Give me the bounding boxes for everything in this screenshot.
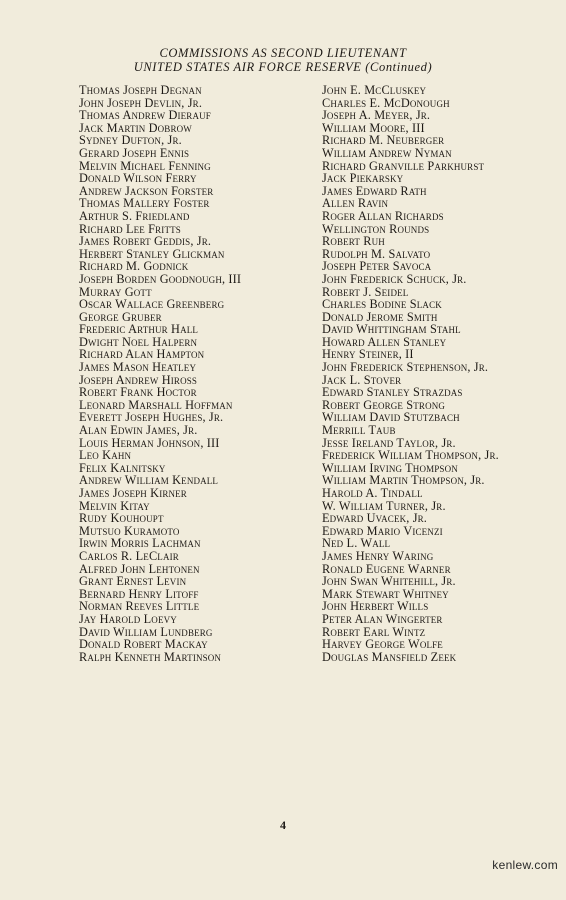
name-entry: Alan Edwin James, Jr.	[79, 423, 198, 438]
name-entry: Howard Allen Stanley	[322, 334, 447, 349]
name-entry: Richard M. Godnick	[79, 259, 189, 274]
name-entry: John Frederick Stephenson, Jr.	[322, 360, 489, 375]
name-entry: Richard Alan Hampton	[79, 347, 205, 362]
name-entry: Robert George Strong	[322, 397, 446, 412]
page-number: 4	[280, 818, 286, 832]
name-entry: George Gruber	[79, 309, 162, 324]
name-entry: Donald Wilson Ferry	[79, 171, 197, 186]
name-entry: John Joseph Devlin, Jr.	[79, 95, 203, 110]
name-entry: Melvin Kitay	[79, 498, 150, 513]
name-entry: Harvey George Wolfe	[322, 637, 443, 652]
name-entry: W. William Turner, Jr.	[322, 498, 446, 513]
name-entry: Frederic Arthur Hall	[79, 322, 199, 337]
name-entry: Herbert Stanley Glickman	[79, 246, 225, 261]
names-column-right	[322, 84, 557, 663]
name-entry: David William Lundberg	[79, 624, 213, 639]
name-entry: Henry Steiner, II	[322, 347, 414, 362]
name-entry: Rudy Kouhoupt	[79, 511, 164, 526]
name-entry: William Irving Thompson	[322, 460, 458, 475]
name-entry: Grant Ernest Levin	[79, 574, 187, 589]
name-entry: William Martin Thompson, Jr.	[322, 473, 485, 488]
name-entry: Rudolph M. Salvato	[322, 246, 431, 261]
name-entry: Jack Piekarsky	[322, 171, 404, 186]
name-entry: Douglas Mansfield Zeek	[322, 649, 457, 664]
name-entry: Mark Stewart Whitney	[322, 586, 449, 601]
name-entry: Irwin Morris Lachman	[79, 536, 201, 551]
name-entry: Donald Robert Mackay	[79, 637, 208, 652]
name-entry: Carlos R. LeClair	[79, 548, 179, 563]
name-entry: James Mason Heatley	[79, 360, 197, 375]
name-entry: Arthur S. Friedland	[79, 208, 190, 223]
name-entry: William David Stutzbach	[322, 410, 460, 425]
name-entry: Jesse Ireland Taylor, Jr.	[322, 435, 456, 450]
name-entry: Mutsuo Kuramoto	[79, 523, 180, 538]
name-entry: Frederick William Thompson, Jr.	[322, 448, 499, 463]
name-entry: James Robert Geddis, Jr.	[79, 234, 212, 249]
name-entry: Ralph Kenneth Martinson	[79, 649, 222, 664]
name-entry: Jack L. Stover	[322, 372, 402, 387]
name-entry: James Edward Rath	[322, 183, 427, 198]
name-entry: William Andrew Nyman	[322, 145, 452, 160]
name-entry: Robert J. Seidel	[322, 284, 409, 299]
name-entry: Murray Gott	[79, 284, 152, 299]
name-entry: Andrew Jackson Forster	[79, 183, 214, 198]
names-column-left	[79, 84, 309, 663]
name-entry: John Herbert Wills	[322, 599, 429, 614]
name-entry: John E. McCluskey	[322, 83, 427, 97]
watermark: kenlew.com	[492, 858, 558, 872]
name-entry: Richard Lee Fritts	[79, 221, 181, 236]
name-entry: John Frederick Schuck, Jr.	[322, 271, 467, 286]
name-entry: Melvin Michael Fenning	[79, 158, 211, 173]
name-entry: Merrill Taub	[322, 423, 396, 438]
name-entry: James Henry Waring	[322, 548, 434, 563]
name-entry: Joseph Peter Savoca	[322, 259, 432, 274]
name-entry: Oscar Wallace Greenberg	[79, 297, 225, 312]
name-entry: Peter Alan Wingerter	[322, 611, 443, 626]
name-entry: Robert Earl Wintz	[322, 624, 426, 639]
name-entry: Charles E. McDonough	[322, 95, 450, 110]
name-entry: Dwight Noel Halpern	[79, 334, 198, 349]
name-entry: Thomas Mallery Foster	[79, 196, 210, 211]
name-entry: Richard M. Neuberger	[322, 133, 445, 148]
name-entry: Allen Ravin	[322, 196, 389, 211]
name-entry: Alfred John Lehtonen	[79, 561, 200, 576]
name-entry: Richard Granville Parkhurst	[322, 158, 485, 173]
name-entry: Wellington Rounds	[322, 221, 430, 236]
name-entry: James Joseph Kirner	[79, 486, 187, 500]
name-entry: William Moore, III	[322, 120, 425, 135]
name-entry: Andrew William Kendall	[79, 473, 219, 488]
name-entry: Norman Reeves Little	[79, 599, 200, 614]
page-header	[0, 46, 566, 74]
name-entry: Gerard Joseph Ennis	[79, 145, 190, 160]
name-entry: Jack Martin Dobrow	[79, 120, 192, 135]
name-entry: Jay Harold Loevy	[79, 611, 177, 626]
name-entry: Edward Mario Vicenzi	[322, 523, 443, 538]
name-entry: Harold A. Tindall	[322, 486, 423, 500]
name-entry: Joseph Andrew Hiross	[79, 372, 198, 387]
header-line-1: COMMISSIONS AS SECOND LIEUTENANT	[159, 46, 407, 60]
name-entry: Charles Bodine Slack	[322, 297, 442, 312]
name-entry: Ronald Eugene Warner	[322, 561, 451, 576]
name-entry: Thomas Andrew Dierauf	[79, 108, 211, 123]
name-entry: John Swan Whitehill, Jr.	[322, 574, 456, 589]
name-entry: Joseph A. Meyer, Jr.	[322, 108, 431, 123]
name-entry: Joseph Borden Goodnough, III	[79, 271, 242, 286]
name-entry: David Whittingham Stahl	[322, 322, 461, 337]
name-entry: Robert Ruh	[322, 234, 385, 249]
name-entry: Louis Herman Johnson, III	[79, 435, 220, 450]
name-entry: Donald Jerome Smith	[322, 309, 438, 324]
name-entry: Sydney Dufton, Jr.	[79, 133, 182, 148]
name-entry: Edward Stanley Strazdas	[322, 385, 463, 400]
name-entry: Robert Frank Hoctor	[79, 385, 197, 400]
name-entry: Everett Joseph Hughes, Jr.	[79, 410, 224, 425]
name-entry: Leo Kahn	[79, 448, 132, 463]
header-line-2: UNITED STATES AIR FORCE RESERVE (Continued)	[133, 60, 433, 74]
name-entry: Bernard Henry Litoff	[79, 586, 199, 601]
name-entry: Ned L. Wall	[322, 536, 391, 551]
name-entry: Leonard Marshall Hoffman	[79, 397, 233, 412]
name-entry: Felix Kalnitsky	[79, 460, 166, 475]
name-entry: Thomas Joseph Degnan	[79, 83, 202, 97]
name-entry: Edward Uvacek, Jr.	[322, 511, 428, 526]
name-entry: Roger Allan Richards	[322, 208, 444, 223]
